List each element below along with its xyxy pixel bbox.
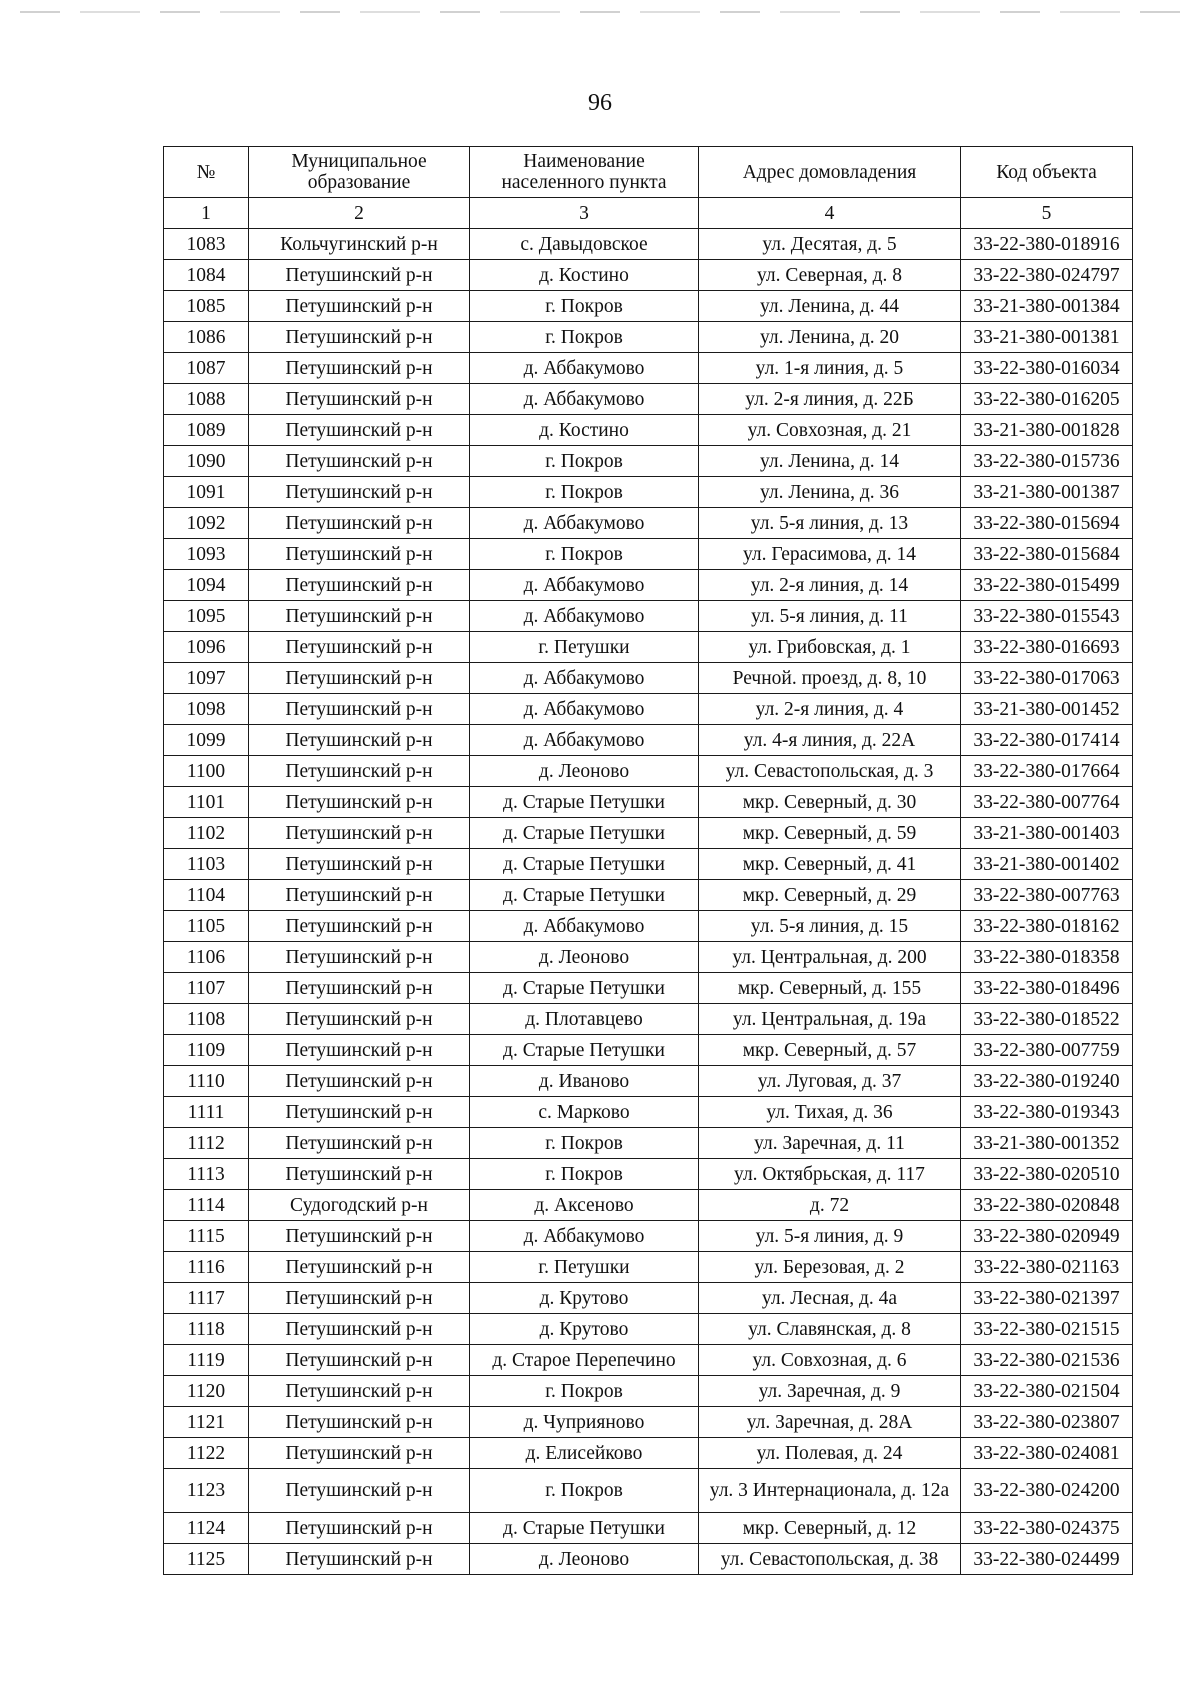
table-row bbox=[164, 756, 1133, 787]
table-row bbox=[164, 384, 1133, 415]
row-number-cell: 1119 bbox=[164, 1345, 249, 1376]
address-cell: ул. Березовая, д. 2 bbox=[699, 1252, 961, 1283]
row-number-cell: 1116 bbox=[164, 1252, 249, 1283]
row-number-cell: 1101 bbox=[164, 787, 249, 818]
row-number-cell: 1109 bbox=[164, 1035, 249, 1066]
row-number-cell: 1122 bbox=[164, 1438, 249, 1469]
municipality-cell: Петушинский р-н bbox=[249, 1544, 470, 1575]
address-cell: ул. Совхозная, д. 6 bbox=[699, 1345, 961, 1376]
row-number-cell: 1112 bbox=[164, 1128, 249, 1159]
municipality-cell: Петушинский р-н bbox=[249, 322, 470, 353]
row-number-cell: 1100 bbox=[164, 756, 249, 787]
municipality-cell: Петушинский р-н bbox=[249, 1438, 470, 1469]
table-row bbox=[164, 1190, 1133, 1221]
municipality-cell: Петушинский р-н bbox=[249, 632, 470, 663]
municipality-cell: Петушинский р-н bbox=[249, 787, 470, 818]
address-cell: ул. 2-я линия, д. 22Б bbox=[699, 384, 961, 415]
row-number-cell: 1086 bbox=[164, 322, 249, 353]
settlement-cell: д. Аббакумово bbox=[470, 911, 699, 942]
address-cell: Речной. проезд, д. 8, 10 bbox=[699, 663, 961, 694]
object-code-cell: 33-21-380-001452 bbox=[961, 694, 1133, 725]
settlement-cell: д. Костино bbox=[470, 260, 699, 291]
municipality-cell: Петушинский р-н bbox=[249, 1035, 470, 1066]
object-code-cell: 33-21-380-001403 bbox=[961, 818, 1133, 849]
row-number-cell: 1125 bbox=[164, 1544, 249, 1575]
address-cell: ул. Центральная, д. 19а bbox=[699, 1004, 961, 1035]
settlement-cell: д. Леоново bbox=[470, 942, 699, 973]
address-cell: ул. Совхозная, д. 21 bbox=[699, 415, 961, 446]
row-number-cell: 1091 bbox=[164, 477, 249, 508]
row-number-cell: 1108 bbox=[164, 1004, 249, 1035]
row-number-cell: 1092 bbox=[164, 508, 249, 539]
object-code-cell: 33-22-380-018162 bbox=[961, 911, 1133, 942]
row-number-cell: 1107 bbox=[164, 973, 249, 1004]
object-code-cell: 33-22-380-016693 bbox=[961, 632, 1133, 663]
header-municipality: Муниципальное образование bbox=[249, 147, 470, 198]
municipality-cell: Петушинский р-н bbox=[249, 1159, 470, 1190]
settlement-cell: г. Покров bbox=[470, 1376, 699, 1407]
settlement-cell: д. Аббакумово bbox=[470, 570, 699, 601]
address-cell: ул. 5-я линия, д. 13 bbox=[699, 508, 961, 539]
table-row bbox=[164, 911, 1133, 942]
page-number: 96 bbox=[588, 90, 612, 116]
object-code-cell: 33-22-380-007764 bbox=[961, 787, 1133, 818]
settlement-cell: д. Аббакумово bbox=[470, 384, 699, 415]
municipality-cell: Судогодский р-н bbox=[249, 1190, 470, 1221]
column-index: 4 bbox=[699, 198, 961, 229]
object-code-cell: 33-21-380-001352 bbox=[961, 1128, 1133, 1159]
table-row bbox=[164, 601, 1133, 632]
table-row bbox=[164, 973, 1133, 1004]
municipality-cell: Петушинский р-н bbox=[249, 1407, 470, 1438]
table-row bbox=[164, 1513, 1133, 1544]
municipality-cell: Петушинский р-н bbox=[249, 1128, 470, 1159]
municipality-cell: Петушинский р-н bbox=[249, 539, 470, 570]
object-code-cell: 33-22-380-016034 bbox=[961, 353, 1133, 384]
object-code-cell: 33-22-380-015694 bbox=[961, 508, 1133, 539]
object-code-cell: 33-21-380-001384 bbox=[961, 291, 1133, 322]
address-cell: ул. Ленина, д. 14 bbox=[699, 446, 961, 477]
column-index-row bbox=[164, 198, 1133, 229]
settlement-cell: д. Старые Петушки bbox=[470, 973, 699, 1004]
object-code-cell: 33-22-380-015499 bbox=[961, 570, 1133, 601]
object-code-cell: 33-22-380-019240 bbox=[961, 1066, 1133, 1097]
address-cell: ул. 5-я линия, д. 11 bbox=[699, 601, 961, 632]
address-cell: ул. 5-я линия, д. 15 bbox=[699, 911, 961, 942]
object-code-cell: 33-22-380-023807 bbox=[961, 1407, 1133, 1438]
municipality-cell: Петушинский р-н bbox=[249, 1066, 470, 1097]
table-row bbox=[164, 1345, 1133, 1376]
table-header bbox=[164, 147, 1133, 229]
address-cell: ул. 5-я линия, д. 9 bbox=[699, 1221, 961, 1252]
municipality-cell: Петушинский р-н bbox=[249, 1004, 470, 1035]
settlement-cell: д. Старые Петушки bbox=[470, 880, 699, 911]
object-code-cell: 33-22-380-021504 bbox=[961, 1376, 1133, 1407]
address-cell: ул. Грибовская, д. 1 bbox=[699, 632, 961, 663]
table-row bbox=[164, 570, 1133, 601]
municipality-cell: Кольчугинский р-н bbox=[249, 229, 470, 260]
row-number-cell: 1117 bbox=[164, 1283, 249, 1314]
table-row bbox=[164, 1128, 1133, 1159]
address-cell: ул. Десятая, д. 5 bbox=[699, 229, 961, 260]
municipality-cell: Петушинский р-н bbox=[249, 942, 470, 973]
table-row bbox=[164, 1252, 1133, 1283]
object-code-cell: 33-22-380-018916 bbox=[961, 229, 1133, 260]
column-index: 1 bbox=[164, 198, 249, 229]
address-cell: ул. Славянская, д. 8 bbox=[699, 1314, 961, 1345]
object-code-cell: 33-22-380-024375 bbox=[961, 1513, 1133, 1544]
row-number-cell: 1089 bbox=[164, 415, 249, 446]
address-cell: д. 72 bbox=[699, 1190, 961, 1221]
municipality-cell: Петушинский р-н bbox=[249, 911, 470, 942]
municipality-cell: Петушинский р-н bbox=[249, 1345, 470, 1376]
row-number-cell: 1098 bbox=[164, 694, 249, 725]
municipality-cell: Петушинский р-н bbox=[249, 849, 470, 880]
object-code-cell: 33-22-380-018522 bbox=[961, 1004, 1133, 1035]
address-cell: ул. Ленина, д. 20 bbox=[699, 322, 961, 353]
municipality-cell: Петушинский р-н bbox=[249, 601, 470, 632]
row-number-cell: 1087 bbox=[164, 353, 249, 384]
table-row bbox=[164, 849, 1133, 880]
settlement-cell: г. Покров bbox=[470, 322, 699, 353]
object-code-cell: 33-22-380-015684 bbox=[961, 539, 1133, 570]
object-code-cell: 33-22-380-015543 bbox=[961, 601, 1133, 632]
municipality-cell: Петушинский р-н bbox=[249, 1513, 470, 1544]
settlement-cell: г. Петушки bbox=[470, 632, 699, 663]
table-row bbox=[164, 1159, 1133, 1190]
settlement-cell: д. Плотавцево bbox=[470, 1004, 699, 1035]
address-cell: ул. Заречная, д. 9 bbox=[699, 1376, 961, 1407]
address-cell: ул. Ленина, д. 44 bbox=[699, 291, 961, 322]
settlement-cell: д. Иваново bbox=[470, 1066, 699, 1097]
row-number-cell: 1085 bbox=[164, 291, 249, 322]
table-row bbox=[164, 1035, 1133, 1066]
object-code-cell: 33-21-380-001402 bbox=[961, 849, 1133, 880]
row-number-cell: 1090 bbox=[164, 446, 249, 477]
table-row bbox=[164, 229, 1133, 260]
settlement-cell: д. Аббакумово bbox=[470, 694, 699, 725]
row-number-cell: 1105 bbox=[164, 911, 249, 942]
table-row bbox=[164, 880, 1133, 911]
object-code-cell: 33-21-380-001828 bbox=[961, 415, 1133, 446]
table-row bbox=[164, 353, 1133, 384]
municipality-cell: Петушинский р-н bbox=[249, 384, 470, 415]
row-number-cell: 1123 bbox=[164, 1469, 249, 1513]
municipality-cell: Петушинский р-н bbox=[249, 1097, 470, 1128]
municipality-cell: Петушинский р-н bbox=[249, 415, 470, 446]
settlement-cell: г. Покров bbox=[470, 539, 699, 570]
column-index: 5 bbox=[961, 198, 1133, 229]
settlement-cell: с. Марково bbox=[470, 1097, 699, 1128]
header-number: № bbox=[164, 147, 249, 198]
row-number-cell: 1106 bbox=[164, 942, 249, 973]
municipality-cell: Петушинский р-н bbox=[249, 1283, 470, 1314]
address-cell: ул. Октябрьская, д. 117 bbox=[699, 1159, 961, 1190]
address-cell: мкр. Северный, д. 29 bbox=[699, 880, 961, 911]
table-row bbox=[164, 787, 1133, 818]
settlement-cell: д. Старые Петушки bbox=[470, 818, 699, 849]
municipality-cell: Петушинский р-н bbox=[249, 1221, 470, 1252]
table-row bbox=[164, 1314, 1133, 1345]
address-cell: мкр. Северный, д. 30 bbox=[699, 787, 961, 818]
table-row bbox=[164, 694, 1133, 725]
table-row bbox=[164, 1544, 1133, 1575]
address-cell: ул. Севастопольская, д. 38 bbox=[699, 1544, 961, 1575]
settlement-cell: д. Крутово bbox=[470, 1314, 699, 1345]
municipality-cell: Петушинский р-н bbox=[249, 818, 470, 849]
object-code-cell: 33-22-380-021397 bbox=[961, 1283, 1133, 1314]
settlement-cell: д. Аббакумово bbox=[470, 1221, 699, 1252]
row-number-cell: 1088 bbox=[164, 384, 249, 415]
municipality-cell: Петушинский р-н bbox=[249, 260, 470, 291]
object-code-cell: 33-22-380-015736 bbox=[961, 446, 1133, 477]
settlement-cell: д. Аббакумово bbox=[470, 725, 699, 756]
header-row bbox=[164, 147, 1133, 198]
header-settlement: Наименование населенного пункта bbox=[470, 147, 699, 198]
row-number-cell: 1118 bbox=[164, 1314, 249, 1345]
municipality-cell: Петушинский р-н bbox=[249, 353, 470, 384]
table-row bbox=[164, 415, 1133, 446]
municipality-cell: Петушинский р-н bbox=[249, 973, 470, 1004]
registry-table bbox=[163, 146, 1133, 1575]
address-cell: ул. 3 Интернационала, д. 12а bbox=[699, 1469, 961, 1513]
table-row bbox=[164, 942, 1133, 973]
object-code-cell: 33-22-380-024200 bbox=[961, 1469, 1133, 1513]
settlement-cell: д. Старые Петушки bbox=[470, 1513, 699, 1544]
settlement-cell: д. Крутово bbox=[470, 1283, 699, 1314]
object-code-cell: 33-22-380-007759 bbox=[961, 1035, 1133, 1066]
table-row bbox=[164, 632, 1133, 663]
row-number-cell: 1096 bbox=[164, 632, 249, 663]
settlement-cell: д. Аббакумово bbox=[470, 601, 699, 632]
object-code-cell: 33-22-380-007763 bbox=[961, 880, 1133, 911]
row-number-cell: 1110 bbox=[164, 1066, 249, 1097]
row-number-cell: 1097 bbox=[164, 663, 249, 694]
row-number-cell: 1114 bbox=[164, 1190, 249, 1221]
table-row bbox=[164, 446, 1133, 477]
object-code-cell: 33-22-380-024499 bbox=[961, 1544, 1133, 1575]
settlement-cell: д. Леоново bbox=[470, 1544, 699, 1575]
settlement-cell: д. Леоново bbox=[470, 756, 699, 787]
object-code-cell: 33-22-380-021536 bbox=[961, 1345, 1133, 1376]
address-cell: мкр. Северный, д. 59 bbox=[699, 818, 961, 849]
municipality-cell: Петушинский р-н bbox=[249, 756, 470, 787]
row-number-cell: 1094 bbox=[164, 570, 249, 601]
address-cell: ул. 2-я линия, д. 4 bbox=[699, 694, 961, 725]
row-number-cell: 1121 bbox=[164, 1407, 249, 1438]
header-address: Адрес домовладения bbox=[699, 147, 961, 198]
address-cell: ул. Луговая, д. 37 bbox=[699, 1066, 961, 1097]
object-code-cell: 33-22-380-024797 bbox=[961, 260, 1133, 291]
address-cell: ул. Лесная, д. 4а bbox=[699, 1283, 961, 1314]
address-cell: ул. Тихая, д. 36 bbox=[699, 1097, 961, 1128]
table-row bbox=[164, 539, 1133, 570]
address-cell: ул. Герасимова, д. 14 bbox=[699, 539, 961, 570]
table-row bbox=[164, 1097, 1133, 1128]
address-cell: мкр. Северный, д. 12 bbox=[699, 1513, 961, 1544]
settlement-cell: д. Чуприяново bbox=[470, 1407, 699, 1438]
municipality-cell: Петушинский р-н bbox=[249, 477, 470, 508]
object-code-cell: 33-22-380-016205 bbox=[961, 384, 1133, 415]
column-index: 2 bbox=[249, 198, 470, 229]
settlement-cell: г. Покров bbox=[470, 477, 699, 508]
table-row bbox=[164, 663, 1133, 694]
address-cell: ул. Заречная, д. 11 bbox=[699, 1128, 961, 1159]
object-code-cell: 33-22-380-020848 bbox=[961, 1190, 1133, 1221]
address-cell: ул. Ленина, д. 36 bbox=[699, 477, 961, 508]
row-number-cell: 1099 bbox=[164, 725, 249, 756]
municipality-cell: Петушинский р-н bbox=[249, 694, 470, 725]
object-code-cell: 33-22-380-018496 bbox=[961, 973, 1133, 1004]
address-cell: ул. 4-я линия, д. 22А bbox=[699, 725, 961, 756]
municipality-cell: Петушинский р-н bbox=[249, 1469, 470, 1513]
table-row bbox=[164, 322, 1133, 353]
row-number-cell: 1115 bbox=[164, 1221, 249, 1252]
row-number-cell: 1103 bbox=[164, 849, 249, 880]
municipality-cell: Петушинский р-н bbox=[249, 663, 470, 694]
object-code-cell: 33-21-380-001387 bbox=[961, 477, 1133, 508]
table-row bbox=[164, 1438, 1133, 1469]
object-code-cell: 33-22-380-017063 bbox=[961, 663, 1133, 694]
row-number-cell: 1104 bbox=[164, 880, 249, 911]
address-cell: мкр. Северный, д. 155 bbox=[699, 973, 961, 1004]
settlement-cell: г. Петушки bbox=[470, 1252, 699, 1283]
row-number-cell: 1111 bbox=[164, 1097, 249, 1128]
table-row bbox=[164, 1283, 1133, 1314]
table-body bbox=[164, 229, 1133, 1575]
settlement-cell: д. Старые Петушки bbox=[470, 787, 699, 818]
address-cell: ул. 1-я линия, д. 5 bbox=[699, 353, 961, 384]
table-row bbox=[164, 1407, 1133, 1438]
address-cell: ул. Заречная, д. 28А bbox=[699, 1407, 961, 1438]
settlement-cell: г. Покров bbox=[470, 1128, 699, 1159]
municipality-cell: Петушинский р-н bbox=[249, 291, 470, 322]
settlement-cell: д. Старые Петушки bbox=[470, 1035, 699, 1066]
row-number-cell: 1102 bbox=[164, 818, 249, 849]
municipality-cell: Петушинский р-н bbox=[249, 1314, 470, 1345]
municipality-cell: Петушинский р-н bbox=[249, 446, 470, 477]
address-cell: ул. Полевая, д. 24 bbox=[699, 1438, 961, 1469]
settlement-cell: г. Покров bbox=[470, 291, 699, 322]
table-row bbox=[164, 477, 1133, 508]
municipality-cell: Петушинский р-н bbox=[249, 508, 470, 539]
object-code-cell: 33-22-380-024081 bbox=[961, 1438, 1133, 1469]
row-number-cell: 1113 bbox=[164, 1159, 249, 1190]
settlement-cell: д. Старые Петушки bbox=[470, 849, 699, 880]
settlement-cell: д. Аббакумово bbox=[470, 663, 699, 694]
address-cell: ул. Центральная, д. 200 bbox=[699, 942, 961, 973]
settlement-cell: д. Аббакумово bbox=[470, 508, 699, 539]
settlement-cell: д. Костино bbox=[470, 415, 699, 446]
table-row bbox=[164, 1066, 1133, 1097]
municipality-cell: Петушинский р-н bbox=[249, 570, 470, 601]
settlement-cell: д. Елисейково bbox=[470, 1438, 699, 1469]
object-code-cell: 33-21-380-001381 bbox=[961, 322, 1133, 353]
table-row bbox=[164, 818, 1133, 849]
object-code-cell: 33-22-380-017664 bbox=[961, 756, 1133, 787]
table-row bbox=[164, 1221, 1133, 1252]
header-object-code: Код объекта bbox=[961, 147, 1133, 198]
row-number-cell: 1120 bbox=[164, 1376, 249, 1407]
municipality-cell: Петушинский р-н bbox=[249, 1252, 470, 1283]
settlement-cell: д. Старое Перепечино bbox=[470, 1345, 699, 1376]
object-code-cell: 33-22-380-021163 bbox=[961, 1252, 1133, 1283]
row-number-cell: 1084 bbox=[164, 260, 249, 291]
scan-edge-line bbox=[20, 11, 1180, 13]
row-number-cell: 1124 bbox=[164, 1513, 249, 1544]
object-code-cell: 33-22-380-020949 bbox=[961, 1221, 1133, 1252]
table-row bbox=[164, 1376, 1133, 1407]
settlement-cell: г. Покров bbox=[470, 446, 699, 477]
settlement-cell: г. Покров bbox=[470, 1469, 699, 1513]
row-number-cell: 1095 bbox=[164, 601, 249, 632]
column-index: 3 bbox=[470, 198, 699, 229]
settlement-cell: д. Аббакумово bbox=[470, 353, 699, 384]
address-cell: ул. 2-я линия, д. 14 bbox=[699, 570, 961, 601]
object-code-cell: 33-22-380-021515 bbox=[961, 1314, 1133, 1345]
address-cell: ул. Северная, д. 8 bbox=[699, 260, 961, 291]
municipality-cell: Петушинский р-н bbox=[249, 880, 470, 911]
object-code-cell: 33-22-380-019343 bbox=[961, 1097, 1133, 1128]
table-row bbox=[164, 725, 1133, 756]
table-row bbox=[164, 508, 1133, 539]
object-code-cell: 33-22-380-017414 bbox=[961, 725, 1133, 756]
object-code-cell: 33-22-380-018358 bbox=[961, 942, 1133, 973]
table-row bbox=[164, 291, 1133, 322]
table-row bbox=[164, 1469, 1133, 1513]
municipality-cell: Петушинский р-н bbox=[249, 1376, 470, 1407]
row-number-cell: 1093 bbox=[164, 539, 249, 570]
object-code-cell: 33-22-380-020510 bbox=[961, 1159, 1133, 1190]
settlement-cell: с. Давыдовское bbox=[470, 229, 699, 260]
address-cell: мкр. Северный, д. 57 bbox=[699, 1035, 961, 1066]
table-row bbox=[164, 1004, 1133, 1035]
settlement-cell: г. Покров bbox=[470, 1159, 699, 1190]
address-cell: ул. Севастопольская, д. 3 bbox=[699, 756, 961, 787]
address-cell: мкр. Северный, д. 41 bbox=[699, 849, 961, 880]
table-row bbox=[164, 260, 1133, 291]
row-number-cell: 1083 bbox=[164, 229, 249, 260]
settlement-cell: д. Аксеново bbox=[470, 1190, 699, 1221]
municipality-cell: Петушинский р-н bbox=[249, 725, 470, 756]
